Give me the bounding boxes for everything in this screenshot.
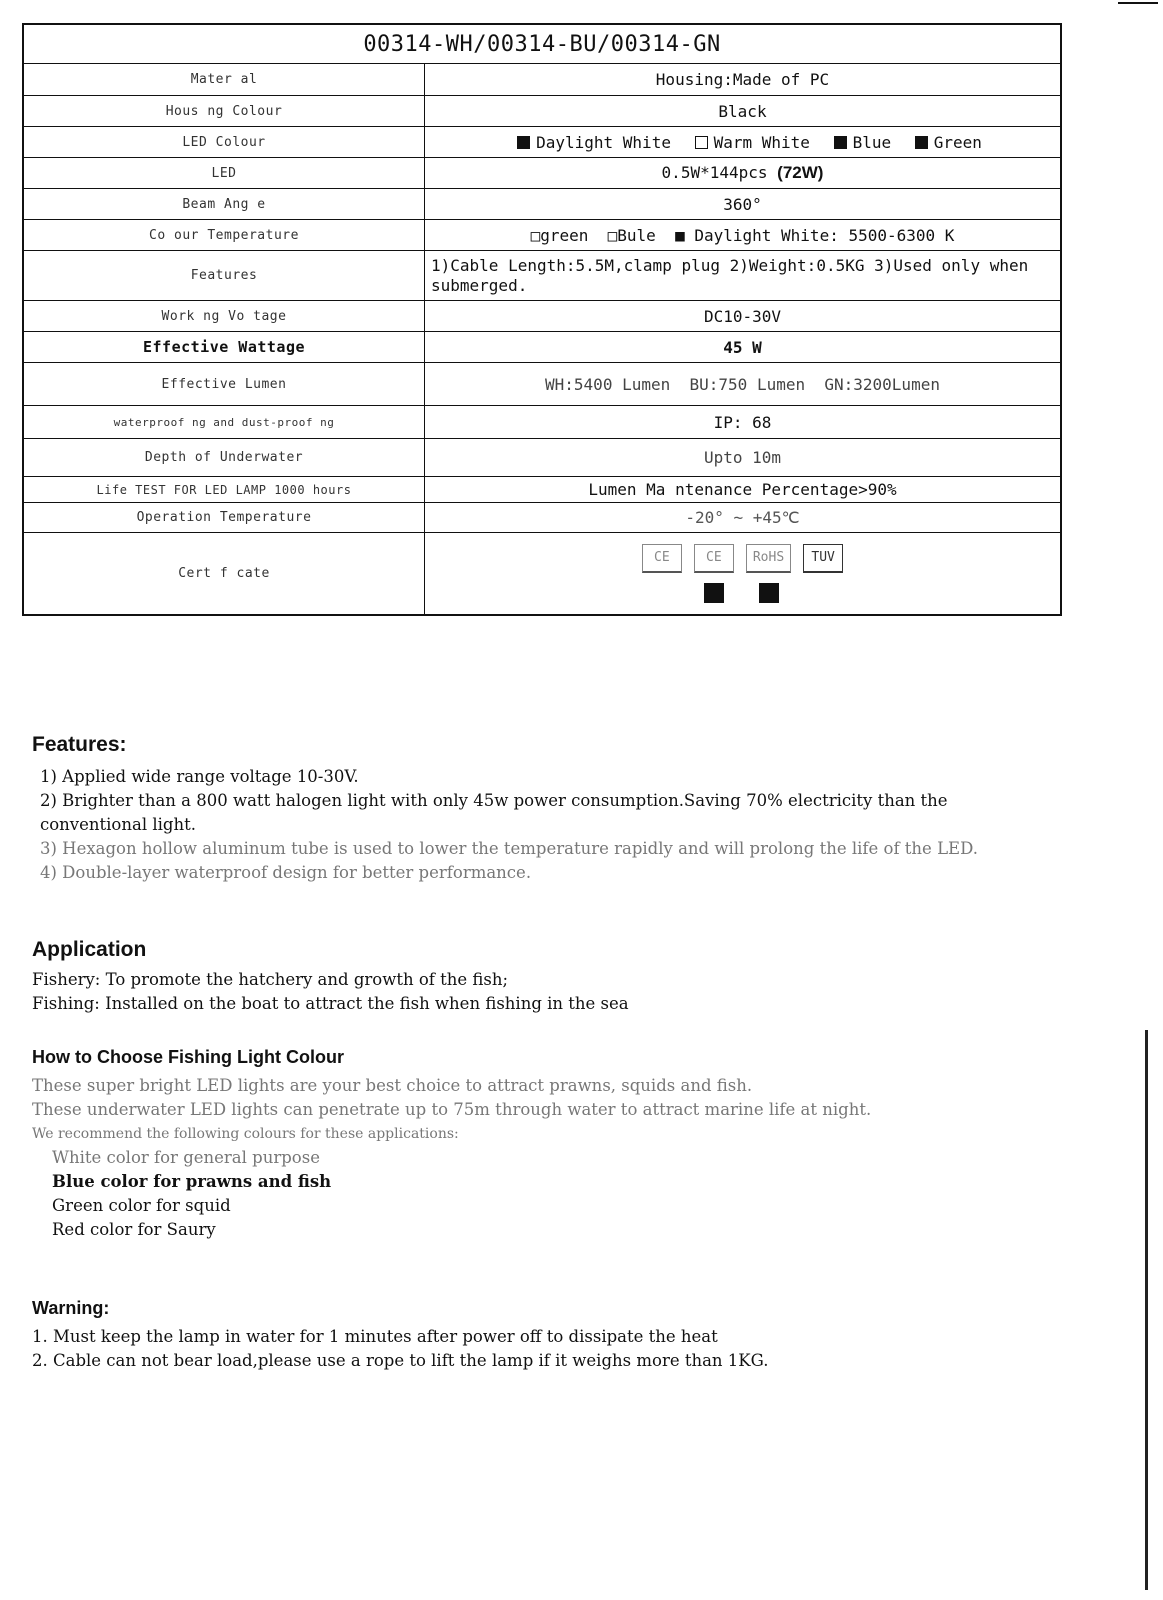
spec-value: Housing:Made of PC	[425, 64, 1062, 96]
features-heading: Features:	[32, 733, 127, 756]
choose-line: These underwater LED lights can penetrate up to 75m through water to attract marine life at night.	[32, 1100, 872, 1119]
spec-label: Mater al	[23, 64, 425, 96]
spec-label: Features	[23, 251, 425, 301]
spec-value-extra: (72W)	[777, 163, 824, 182]
spec-value: WH:5400 Lumen BU:750 Lumen GN:3200Lumen	[425, 363, 1062, 406]
spec-value: Black	[425, 96, 1062, 127]
certificate-item	[746, 544, 791, 603]
spec-label: Effective Lumen	[23, 363, 425, 406]
colour-list-item: White color for general purpose	[52, 1148, 320, 1167]
application-line: Fishing: Installed on the boat to attract the fish when fishing in the sea	[32, 994, 629, 1013]
spec-value: 0.5W*144pcs	[661, 163, 768, 182]
spec-label: LED Colour	[23, 127, 425, 158]
certificate-list	[425, 533, 1062, 615]
choose-colour-section	[32, 1047, 1042, 1242]
feature-item: 1) Applied wide range voltage 10-30V.	[40, 767, 359, 786]
choose-line: We recommend the following colours for these applications:	[32, 1126, 459, 1142]
feature-item: 3) Hexagon hollow aluminum tube is used to lower the temperature rapidly and will prolong the life of the LED.	[40, 839, 978, 858]
colour-list-item: Green color for squid	[52, 1196, 231, 1215]
spec-label: waterproof ng and dust-proof ng	[23, 406, 425, 439]
spec-value: DC10-30V	[425, 301, 1062, 332]
warning-item: 2. Cable can not bear load,please use a rope to lift the lamp if it weighs more than 1KG.	[32, 1351, 769, 1370]
certificate-item	[694, 544, 734, 603]
warning-section	[32, 1298, 1042, 1373]
spec-label: Hous ng Colour	[23, 96, 425, 127]
spec-row-working-voltage	[23, 301, 1061, 332]
filled-square-icon	[915, 136, 928, 149]
spec-label: Effective Wattage	[23, 332, 425, 363]
scan-corner-mark	[1118, 2, 1158, 4]
spec-row-operation-temperature	[23, 503, 1061, 533]
spec-value: 1)Cable Length:5.5M,clamp plug 2)Weight:0.5KG 3)Used only when submerged.	[425, 251, 1062, 301]
spec-label: Life TEST FOR LED LAMP 1000 hours	[23, 477, 425, 503]
warning-item: 1. Must keep the lamp in water for 1 minutes after power off to dissipate the heat	[32, 1327, 718, 1346]
spec-value: 45 W	[425, 332, 1062, 363]
spec-label: Cert f cate	[23, 533, 425, 615]
filled-square-icon	[704, 583, 724, 603]
spec-row-effective-wattage	[23, 332, 1061, 363]
filled-square-icon	[759, 583, 779, 603]
spec-value: □green □Bule ■ Daylight White: 5500-6300 K	[425, 220, 1062, 251]
features-section	[32, 733, 1042, 885]
spec-title-row	[23, 24, 1061, 64]
spec-label: Depth of Underwater	[23, 439, 425, 477]
certificate-logo: CE	[642, 544, 682, 573]
spec-label: LED	[23, 158, 425, 189]
application-section	[32, 938, 1042, 1016]
features-list	[32, 765, 1042, 885]
led-colour-name: Green	[933, 132, 982, 152]
choose-colour-heading: How to Choose Fishing Light Colour	[32, 1047, 344, 1067]
spec-row-waterproofing	[23, 406, 1061, 439]
spec-value: Upto 10m	[425, 439, 1062, 477]
spec-row-led-colour	[23, 127, 1061, 158]
spec-row-material	[23, 64, 1061, 96]
colour-list-item: Red color for Saury	[52, 1220, 216, 1239]
filled-square-icon	[834, 136, 847, 149]
application-line: Fishery: To promote the hatchery and growth of the fish;	[32, 970, 509, 989]
led-colour-options	[425, 127, 1062, 158]
led-colour-name: Warm White	[713, 132, 810, 152]
spec-value: 360°	[425, 189, 1062, 220]
application-list	[32, 968, 1042, 1016]
spec-label: Co our Temperature	[23, 220, 425, 251]
spec-value-led	[425, 158, 1062, 189]
spec-row-led	[23, 158, 1061, 189]
feature-item: 4) Double-layer waterproof design for better performance.	[40, 863, 532, 882]
certificate-mark	[652, 583, 672, 603]
spec-row-life-test	[23, 477, 1061, 503]
spec-row-depth	[23, 439, 1061, 477]
warning-list	[32, 1325, 1042, 1373]
scan-edge-line	[1145, 1030, 1148, 1590]
warning-heading: Warning:	[32, 1298, 110, 1318]
spec-value: Lumen Ma ntenance Percentage>90%	[425, 477, 1062, 503]
spec-value: -20° ~ +45℃	[425, 503, 1062, 533]
certificate-item	[642, 544, 682, 603]
choose-colour-text	[32, 1074, 1042, 1242]
feature-item: 2) Brighter than a 800 watt halogen light with only 45w power consumption.Saving 70% electricity than the conventional light.	[40, 791, 948, 834]
certificate-logo: CE	[694, 544, 734, 573]
spec-row-housing-colour	[23, 96, 1061, 127]
spec-row-effective-lumen	[23, 363, 1061, 406]
spec-row-colour-temperature	[23, 220, 1061, 251]
certificate-logo: RoHS	[746, 544, 791, 573]
choose-line: These super bright LED lights are your best choice to attract prawns, squids and fish.	[32, 1076, 753, 1095]
spec-row-beam-angle	[23, 189, 1061, 220]
certificate-logo: TUV	[803, 544, 843, 573]
spec-label: Operation Temperature	[23, 503, 425, 533]
spec-label: Beam Ang e	[23, 189, 425, 220]
empty-square-icon	[695, 136, 708, 149]
application-heading: Application	[32, 938, 147, 961]
led-colour-name: Daylight White	[536, 132, 671, 152]
spec-row-features	[23, 251, 1061, 301]
filled-square-icon	[517, 136, 530, 149]
spec-table	[22, 23, 1062, 616]
spec-title: 00314-WH/00314-BU/00314-GN	[23, 24, 1061, 64]
spec-value: IP: 68	[425, 406, 1062, 439]
led-colour-name: Blue	[852, 132, 892, 152]
colour-list-item: Blue color for prawns and fish	[52, 1172, 332, 1191]
certificate-mark	[813, 583, 833, 603]
spec-label: Work ng Vo tage	[23, 301, 425, 332]
spec-row-certificate	[23, 533, 1061, 615]
certificate-item	[803, 544, 843, 603]
